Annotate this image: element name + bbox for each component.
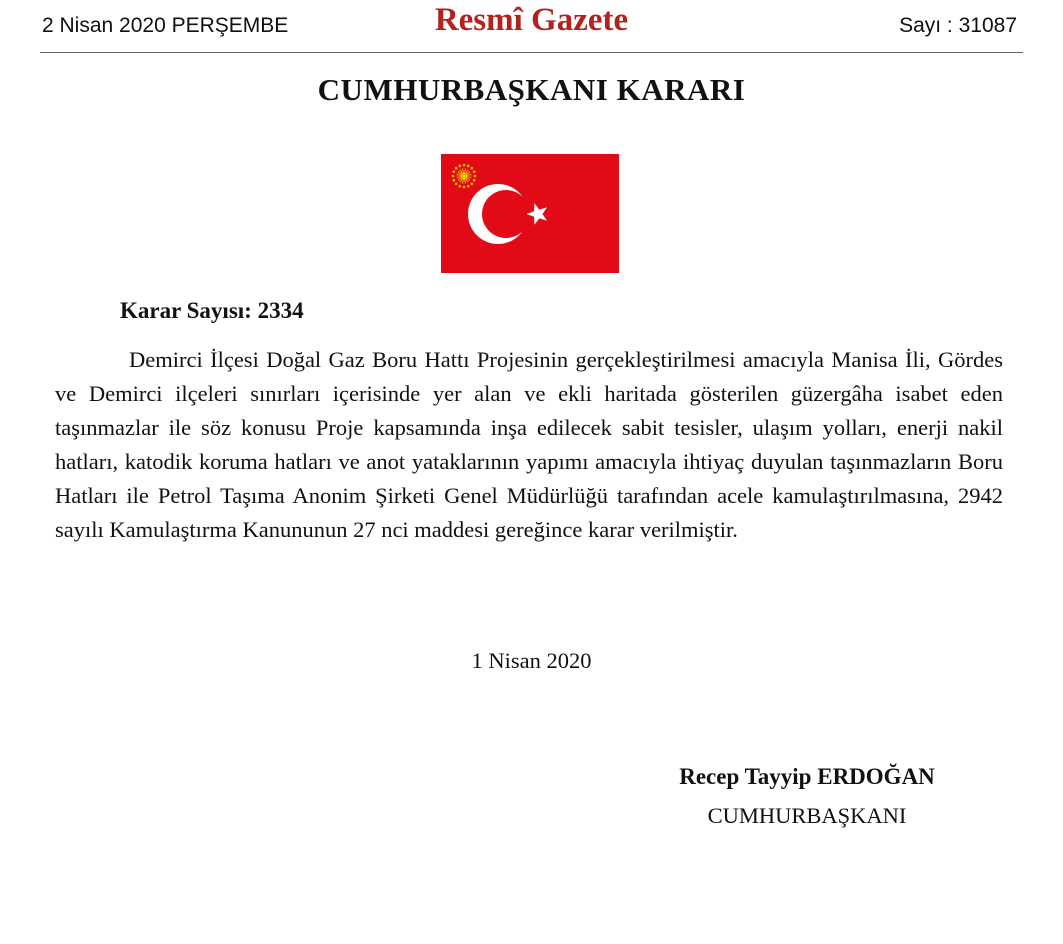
seal-star: [473, 170, 476, 173]
seal-star: [455, 167, 458, 170]
seal-star: [452, 175, 455, 178]
seal-star: [473, 179, 476, 182]
seal-star: [474, 175, 477, 178]
seal-star: [458, 185, 461, 188]
crescent-inner: [482, 190, 530, 238]
decision-number: Karar Sayısı: 2334: [120, 298, 304, 323]
seal-star: [453, 170, 456, 173]
seal-star: [455, 182, 458, 185]
document-title: CUMHURBAŞKANI KARARI: [317, 72, 746, 107]
decision-date: 1 Nisan 2020: [471, 648, 592, 673]
decision-body: Demirci İlçesi Doğal Gaz Boru Hattı Projesinin gerçekleştirilmesi amacıyla Manisa İli, Gördes ve Demirci ilçeleri sınırları içerisinde yer alan ve ekli haritada gösterilen güzergâha isabet eden taşınmazlar ile söz konusu Proje kapsamında inşa edilecek sabit tesisler, ulaşım yolları, enerji nakil hatları, katodik koruma hatları ve anot yataklarının yapımı amacıyla ihtiyaç duyulan taşınmazların Boru Hatları ile Petrol Taşıma Anonim Şirketi Genel Müdürlüğü tarafından acele kamulaştırılmasına, 2942 sayılı Kamulaştırma Kanununun 27 nci maddesi gereğince karar verilmiştir.: [55, 347, 1003, 542]
signer-name: Recep Tayyip ERDOĞAN: [679, 764, 935, 789]
seal-star: [463, 164, 466, 167]
header-date: 2 Nisan 2020 PERŞEMBE: [42, 14, 289, 37]
turkish-flag-with-presidential-seal-icon: [441, 154, 619, 273]
seal-star: [470, 167, 473, 170]
signer-title: CUMHURBAŞKANI: [707, 803, 907, 828]
seal-star: [467, 165, 470, 168]
seal-star: [470, 182, 473, 185]
issue-number: Sayı : 31087: [899, 14, 1017, 37]
seal-star: [453, 179, 456, 182]
seal-star: [458, 165, 461, 168]
seal-sun: [461, 173, 468, 180]
gazette-name: Resmî Gazete: [434, 2, 629, 38]
seal-star: [467, 185, 470, 188]
header-divider: [40, 52, 1023, 53]
seal-star: [463, 186, 466, 189]
